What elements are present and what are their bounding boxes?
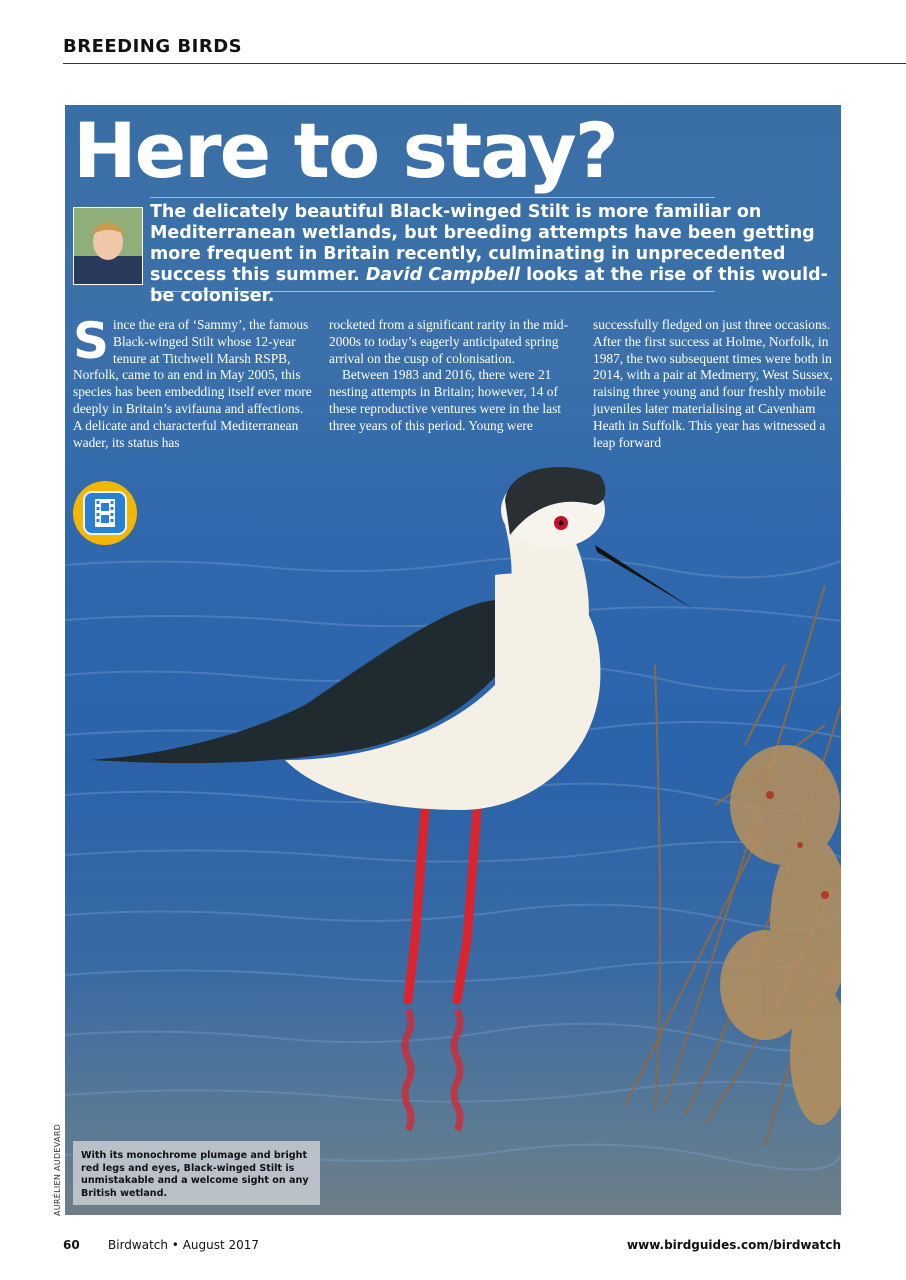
author-name: David Campbell <box>365 265 521 285</box>
photo-caption: With its monochrome plumage and bright red legs and eyes, Black-winged Stilt is unmistakable and a welcome sight on any British wetland. <box>73 1141 320 1205</box>
stilt-bill <box>595 545 695 610</box>
body-column-1 <box>73 312 313 451</box>
body-column-3 <box>593 317 833 451</box>
author-portrait <box>73 207 143 285</box>
body-column-2 <box>329 317 575 435</box>
title-rule <box>150 197 715 198</box>
stilt-legs <box>408 810 477 1000</box>
website-url[interactable]: www.birdguides.com/birdwatch <box>627 1238 841 1252</box>
page-number: 60 <box>63 1238 80 1252</box>
article-title: Here to stay? <box>73 106 617 195</box>
article-panel <box>65 105 841 1215</box>
standfirst-text: The delicately beautiful Black-winged Stilt is more familiar on Mediterranean wetlands, but breeding attempts have been getting more frequent in Britain recently, culminating in unprecedented success this summer. <box>150 202 815 285</box>
section-heading: BREEDING BIRDS <box>63 36 243 57</box>
column-2-paragraph-2: Between 1983 and 2016, there were 21 nesting attempts in Britain; however, 14 of these reproductive ventures were in the last three years of this period. Young were <box>329 367 562 433</box>
column-3-text: successfully fledged on just three occasions. After the first success at Holme, Norfolk, in 1987, the two subsequent times were both in 2014, with a pair at Medmerry, West Sussex, raising three young and four freshly mobile juveniles later materialising at Cavenham Heath in Suffolk. This year has witnessed a leap forward <box>593 317 833 450</box>
section-rule <box>63 63 906 64</box>
column-1-text: ince the era of ‘Sammy’, the famous Black-winged Stilt whose 12-year tenure at Titchwell Marsh RSPB, Norfolk, came to an end in May 2005, this species has been embedding itself ever more deeply in Britain’s avifauna and affections. A delicate and characterful Mediterranean wader, its status has <box>73 317 312 450</box>
magazine-issue: Birdwatch • August 2017 <box>108 1238 260 1252</box>
column-2-paragraph-1: rocketed from a significant rarity in the mid-2000s to today’s eagerly anticipated spring arrival on the cusp of colonisation. <box>329 317 569 366</box>
standfirst-rule <box>150 291 715 292</box>
photo-credit: AURÉLIEN AUDEVARD <box>53 1123 62 1216</box>
video-badge[interactable] <box>73 481 137 545</box>
standfirst-text-end: looks at the rise of this would-be coloniser. <box>150 265 828 306</box>
film-icon <box>83 491 127 535</box>
drop-cap: S <box>73 312 110 370</box>
leg-reflection <box>405 1010 460 1130</box>
